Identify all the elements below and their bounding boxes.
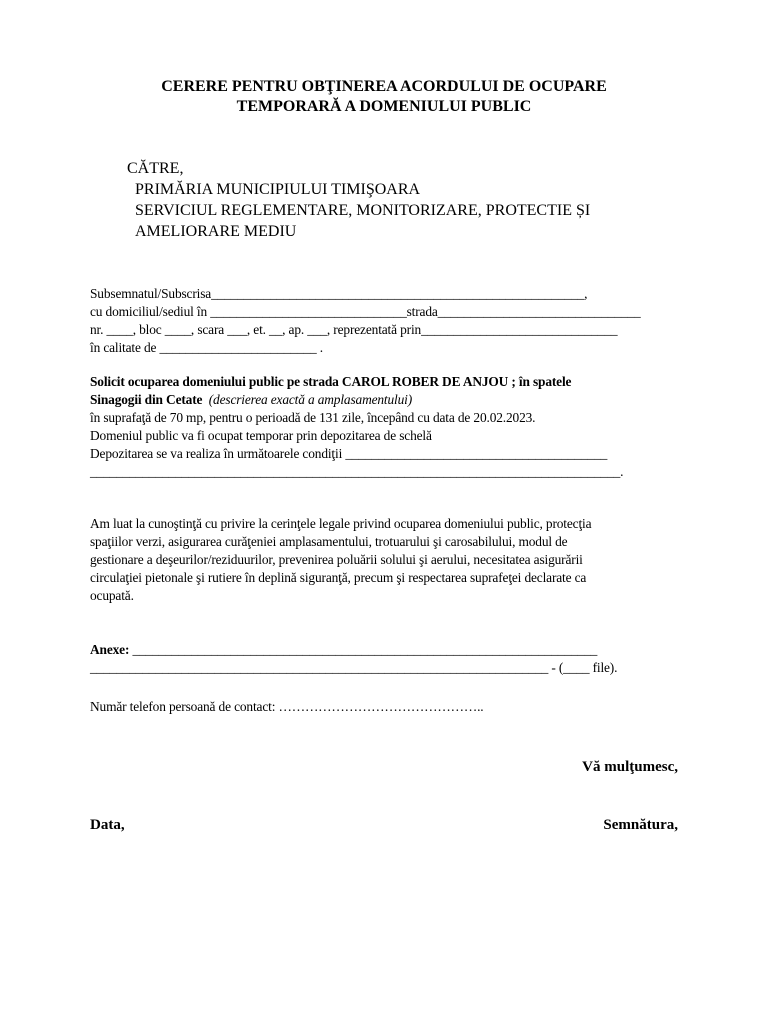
request-location: Sinagogii din Cetate <box>90 392 203 407</box>
acknowledgement-line-3: gestionare a deşeurilor/reziduurilor, prevenirea poluării solului şi aerului, necesitatea asigurării <box>90 552 583 567</box>
closing-thanks: Vă mulţumesc, <box>582 759 678 775</box>
applicant-capacity-field[interactable]: în calitate de ________________________ . <box>90 340 323 355</box>
request-line-2 <box>90 392 412 408</box>
request-line-4: Domeniul public va fi ocupat temporar prin depozitarea de schelă <box>90 428 432 443</box>
recipient-line-3: AMELIORARE MEDIU <box>135 223 297 240</box>
request-conditions-field[interactable]: Depozitarea se va realiza în următoarele condiţii ________________________________________ <box>90 446 608 461</box>
recipient-line-1: PRIMĂRIA MUNICIPIULUI TIMIŞOARA <box>135 181 421 198</box>
applicant-building-field[interactable]: nr. ____, bloc ____, scara ___, et. __, ap. ___, reprezentată prin______________________________ <box>90 322 618 337</box>
acknowledgement-line-2: spaţiilor verzi, asigurarea curăţeniei amplasamentului, trotuarului şi carosabilului, modul de <box>90 534 568 549</box>
annexes-label: Anexe: <box>90 642 130 657</box>
recipient-line-2: SERVICIUL REGLEMENTARE, MONITORIZARE, PROTECTIE ȘI <box>135 202 591 219</box>
applicant-address-field[interactable]: cu domiciliul/sediul în ______________________________strada_______________________________ <box>90 304 641 319</box>
document-title-line-2: TEMPORARĂ A DOMENIULUI PUBLIC <box>236 98 532 115</box>
annexes-field[interactable]: _______________________________________________________________________ <box>129 642 598 657</box>
acknowledgement-line-5: ocupată. <box>90 588 134 603</box>
request-location-hint: (descrierea exactă a amplasamentului) <box>208 392 413 407</box>
signature-label: Semnătura, <box>603 817 678 833</box>
request-conditions-continuation[interactable]: _________________________________________________________________________________. <box>90 464 624 479</box>
applicant-name-field[interactable]: Subsemnatul/Subscrisa_________________________________________________________, <box>90 286 588 301</box>
request-line-3: în suprafaţă de 70 mp, pentru o perioadă de 131 zile, începând cu data de 20.02.2023. <box>90 410 536 425</box>
date-label: Data, <box>90 817 125 833</box>
recipient-to: CĂTRE, <box>127 160 184 177</box>
acknowledgement-line-1: Am luat la cunoştinţă cu privire la cerinţele legale privind ocuparea domeniului public, protecţia <box>90 516 592 531</box>
annexes-line-2[interactable]: ______________________________________________________________________ - (____ file). <box>90 660 618 675</box>
request-line-1: Solicit ocuparea domeniului public pe strada CAROL ROBER DE ANJOU ; în spatele <box>90 374 572 389</box>
annexes-line-1[interactable] <box>90 642 597 658</box>
document-title-line-1: CERERE PENTRU OBŢINEREA ACORDULUI DE OCUPARE <box>161 78 607 95</box>
acknowledgement-line-4: circulaţiei pietonale şi rutiere în deplină siguranţă, precum şi respectarea suprafeţei declarate ca <box>90 570 587 585</box>
contact-phone-field[interactable]: Număr telefon persoană de contact: ……………………………………….. <box>90 699 484 714</box>
